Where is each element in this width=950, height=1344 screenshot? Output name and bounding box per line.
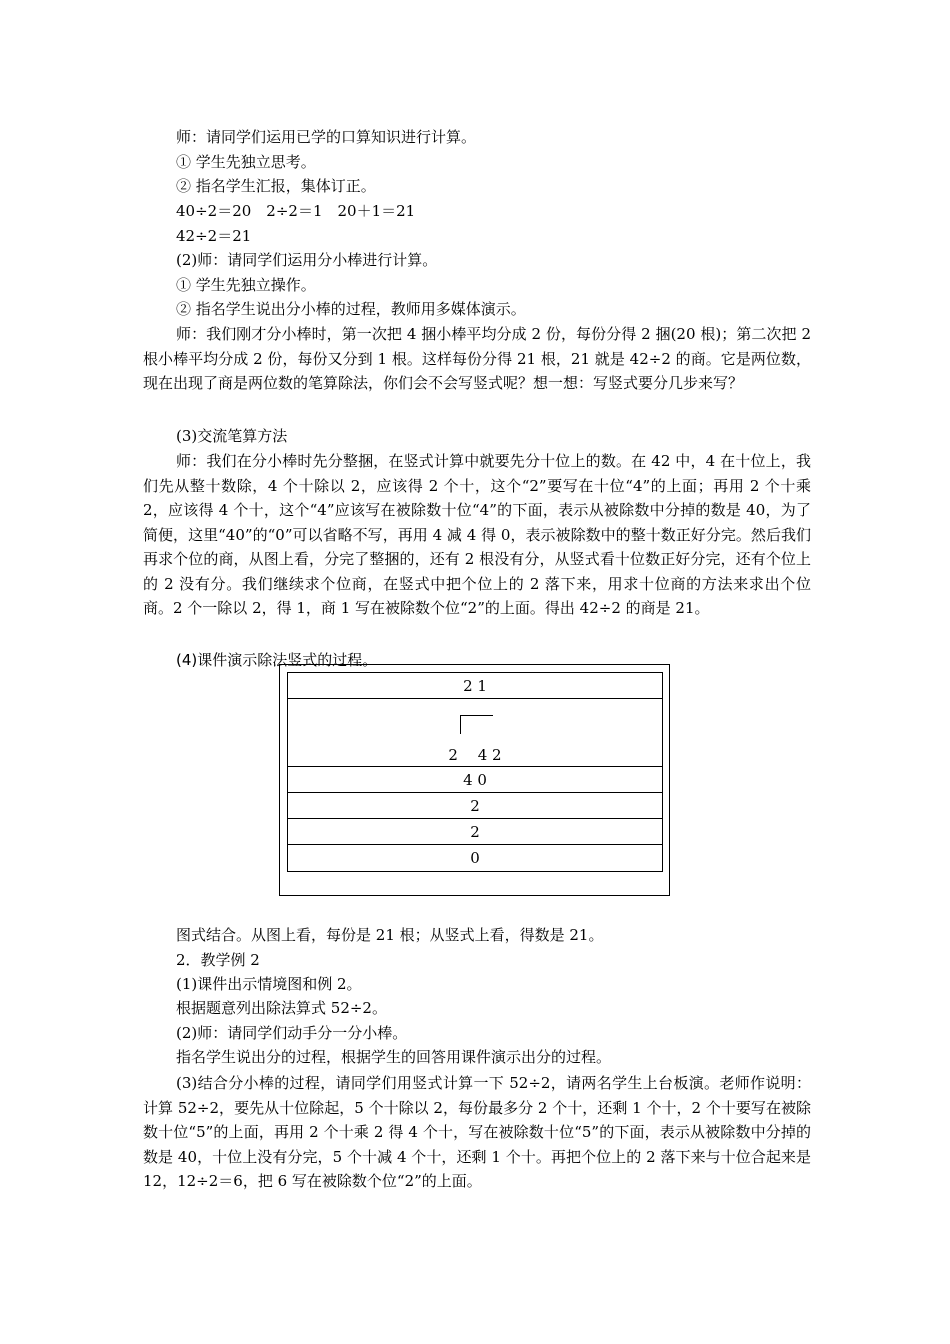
text-line: (2)师：请同学们动手分一分小棒。	[176, 1024, 408, 1042]
text-line: ② 指名学生汇报，集体订正。	[176, 177, 376, 195]
text-line: ① 学生先独立思考。	[176, 153, 316, 171]
paragraph-teacher-explanation: 师：我们刚才分小棒时，第一次把 4 捆小棒平均分成 2 份，每份分得 2 捆(20 根)；第二次把 2 根小棒平均分成 2 份，每份又分到 1 根。这样每份分得 21 根，21 就是 42÷2 的商。它是两位数，现在出现了商是两位数的笔算除法，你们会不会写竖式呢？想一想：写竖式要分几步来写？	[143, 325, 811, 392]
paragraph-example-2: (3)结合分小棒的过程，请同学们用竖式计算一下 52÷2，请两名学生上台板演。老师作说明：计算 52÷2，要先从十位除起，5 个十除以 2，每份最多分 2 个十，还剩 1 个十，2 个十要写在被除数十位“5”的上面，再用 2 个十乘 2 得 4 个十，写在被除数十位“5”的下面，表示从被除数中分掉的数是 40，十位上没有分完，5 个十减 4 个十，还剩 1 个十。再把个位上的 2 落下来与十位合起来是 12，12÷2＝6，把 6 写在被除数个位“2”的上面。	[143, 1074, 811, 1190]
step-row: 4 0	[288, 767, 662, 793]
text-line: 40÷2＝20 2÷2＝1 20＋1＝21	[176, 202, 416, 220]
remainder-row: 0	[470, 849, 480, 867]
text-line: 2．教学例 2	[176, 951, 260, 969]
text-line: 图式结合。从图上看，每份是 21 根；从竖式上看，得数是 21。	[176, 926, 604, 944]
text-line: 师：请同学们运用已学的口算知识进行计算。	[176, 128, 477, 146]
text-line: 42÷2＝21	[176, 227, 252, 245]
division-bracket-icon	[460, 715, 493, 734]
divisor-dividend-text: 2 4 2	[448, 746, 502, 764]
divisor-dividend-row	[288, 699, 662, 767]
text-line: 指名学生说出分的过程，根据学生的回答用课件演示出分的过程。	[176, 1048, 612, 1066]
section-heading: (3)交流笔算方法	[176, 427, 288, 445]
step-row: 2	[288, 819, 662, 845]
text-line: ② 指名学生说出分小棒的过程，教师用多媒体演示。	[176, 300, 526, 318]
long-division-table	[287, 672, 663, 872]
text-line: (1)课件出示情境图和例 2。	[176, 975, 362, 993]
text-line: (2)师：请同学们运用分小棒进行计算。	[176, 251, 438, 269]
step-row: 2	[288, 793, 662, 819]
text-line: ① 学生先独立操作。	[176, 276, 316, 294]
paragraph-written-method: 师：我们在分小棒时先分整捆，在竖式计算中就要先分十位上的数。在 42 中，4 在十位上，我们先从整十数除，4 个十除以 2，应该得 2 个十，这个“2”要写在十位“4”的上面；再用 2 个十乘 2，应该得 4 个十，这个“4”应该写在被除数十位“4”的下面，表示从被除数中分掉的数是 40，为了简便，这里“40”的“0”可以省略不写，再用 4 减 4 得 0，表示被除数中的整十数正好分完。然后我们再求个位的商，从图上看，分完了整捆的，还有 2 根没有分，从竖式看十位数正好分完，还有个位上的 2 没有分。我们继续求个位商，在竖式中把个位上的 2 落下来，用求十位商的方法来求出个位商。2 个一除以 2，得 1，商 1 写在被除数个位“2”的上面。得出 42÷2 的商是 21。	[143, 452, 811, 617]
section-heading: (4)课件演示除法竖式的过程。	[176, 651, 378, 669]
quotient-row: 2 1	[288, 673, 662, 699]
text-line: 根据题意列出除法算式 52÷2。	[176, 999, 387, 1017]
